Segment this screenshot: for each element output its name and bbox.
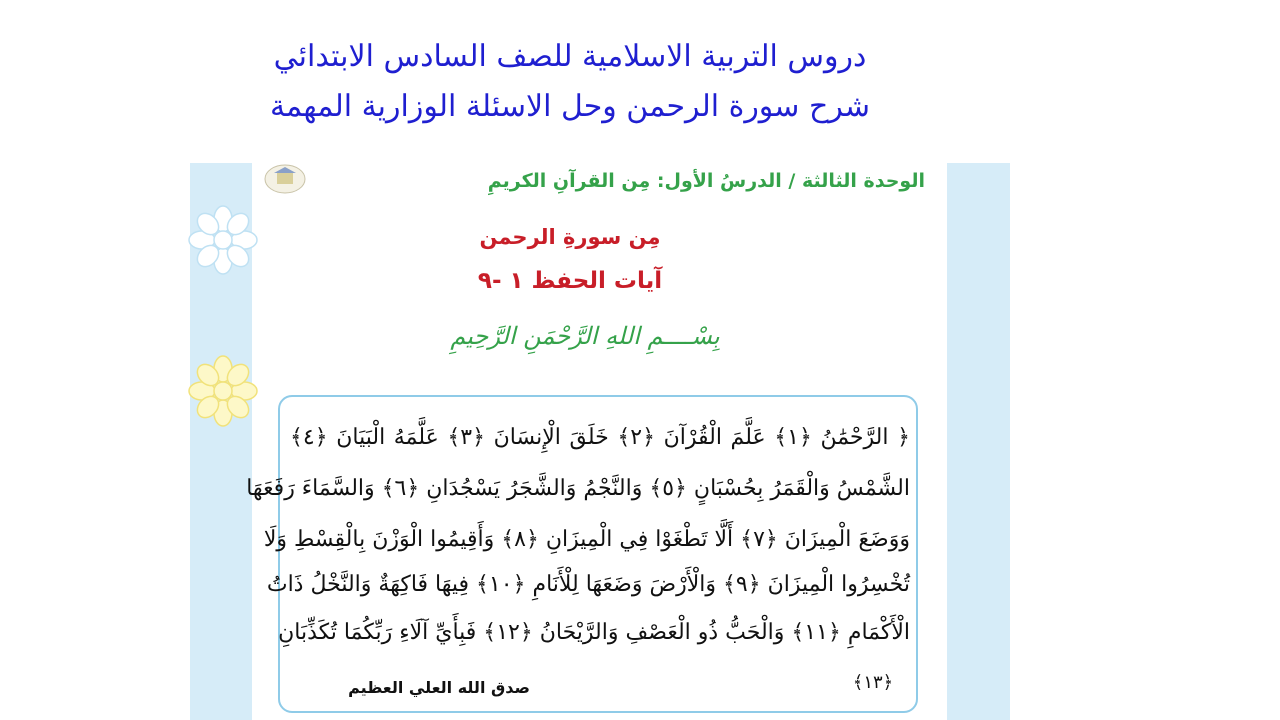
memorization-verses-title: آيات الحفظ ١ -٩ bbox=[477, 268, 663, 294]
verse-line-2: الشَّمْسُ وَالْقَمَرُ بِحُسْبَانٍ ﴿٥﴾ وَالنَّجْمُ وَالشَّجَرُ يَسْجُدَانِ ﴿٦﴾ وَالسَّمَاءَ رَفَعَهَا bbox=[246, 476, 910, 501]
header-title-line1: دروس التربية الاسلامية للصف السادس الابتدائي bbox=[273, 39, 867, 74]
ministry-logo-icon bbox=[264, 164, 306, 194]
closing-phrase: صدق الله العلي العظيم bbox=[348, 678, 530, 697]
verse-line-1: ﴿ الرَّحْمَٰنُ ﴿١﴾ عَلَّمَ الْقُرْآنَ ﴿٢﴾ خَلَقَ الْإِنسَانَ ﴿٣﴾ عَلَّمَهُ الْبَيَانَ ﴿٤﴾ bbox=[290, 425, 910, 450]
basmala-calligraphy: بِسْــــمِ اللهِ الرَّحْمَنِ الرَّحِيمِ bbox=[450, 322, 720, 350]
white-flower-icon bbox=[190, 205, 256, 275]
unit-lesson-heading: الوحدة الثالثة / الدرسُ الأول: مِن القرآنِ الكريمِ bbox=[487, 170, 925, 192]
verse-line-4: تُخْسِرُوا الْمِيزَانَ ﴿٩﴾ وَالْأَرْضَ وَضَعَهَا لِلْأَنَامِ ﴿١٠﴾ فِيهَا فَاكِهَةٌ وَالنَّخْلُ ذَاتُ bbox=[266, 572, 910, 597]
header-title-line2: شرح سورة الرحمن وحل الاسئلة الوزارية المهمة bbox=[269, 89, 871, 124]
verse-line-3: وَوَضَعَ الْمِيزَانَ ﴿٧﴾ أَلَّا تَطْغَوْا فِي الْمِيزَانِ ﴿٨﴾ وَأَقِيمُوا الْوَزْنَ بِالْقِسْطِ وَلَا bbox=[263, 527, 910, 552]
verse-line-5: الْأَكْمَامِ ﴿١١﴾ وَالْحَبُّ ذُو الْعَصْفِ وَالرَّيْحَانُ ﴿١٢﴾ فَبِأَيِّ آلَاءِ رَبِّكُمَا تُكَذِّبَانِ bbox=[278, 620, 910, 645]
yellow-flower-icon bbox=[190, 355, 256, 427]
surah-title: مِن سورةِ الرحمن bbox=[479, 225, 661, 249]
verse-end-marker: ﴿١٣﴾ bbox=[852, 672, 894, 693]
